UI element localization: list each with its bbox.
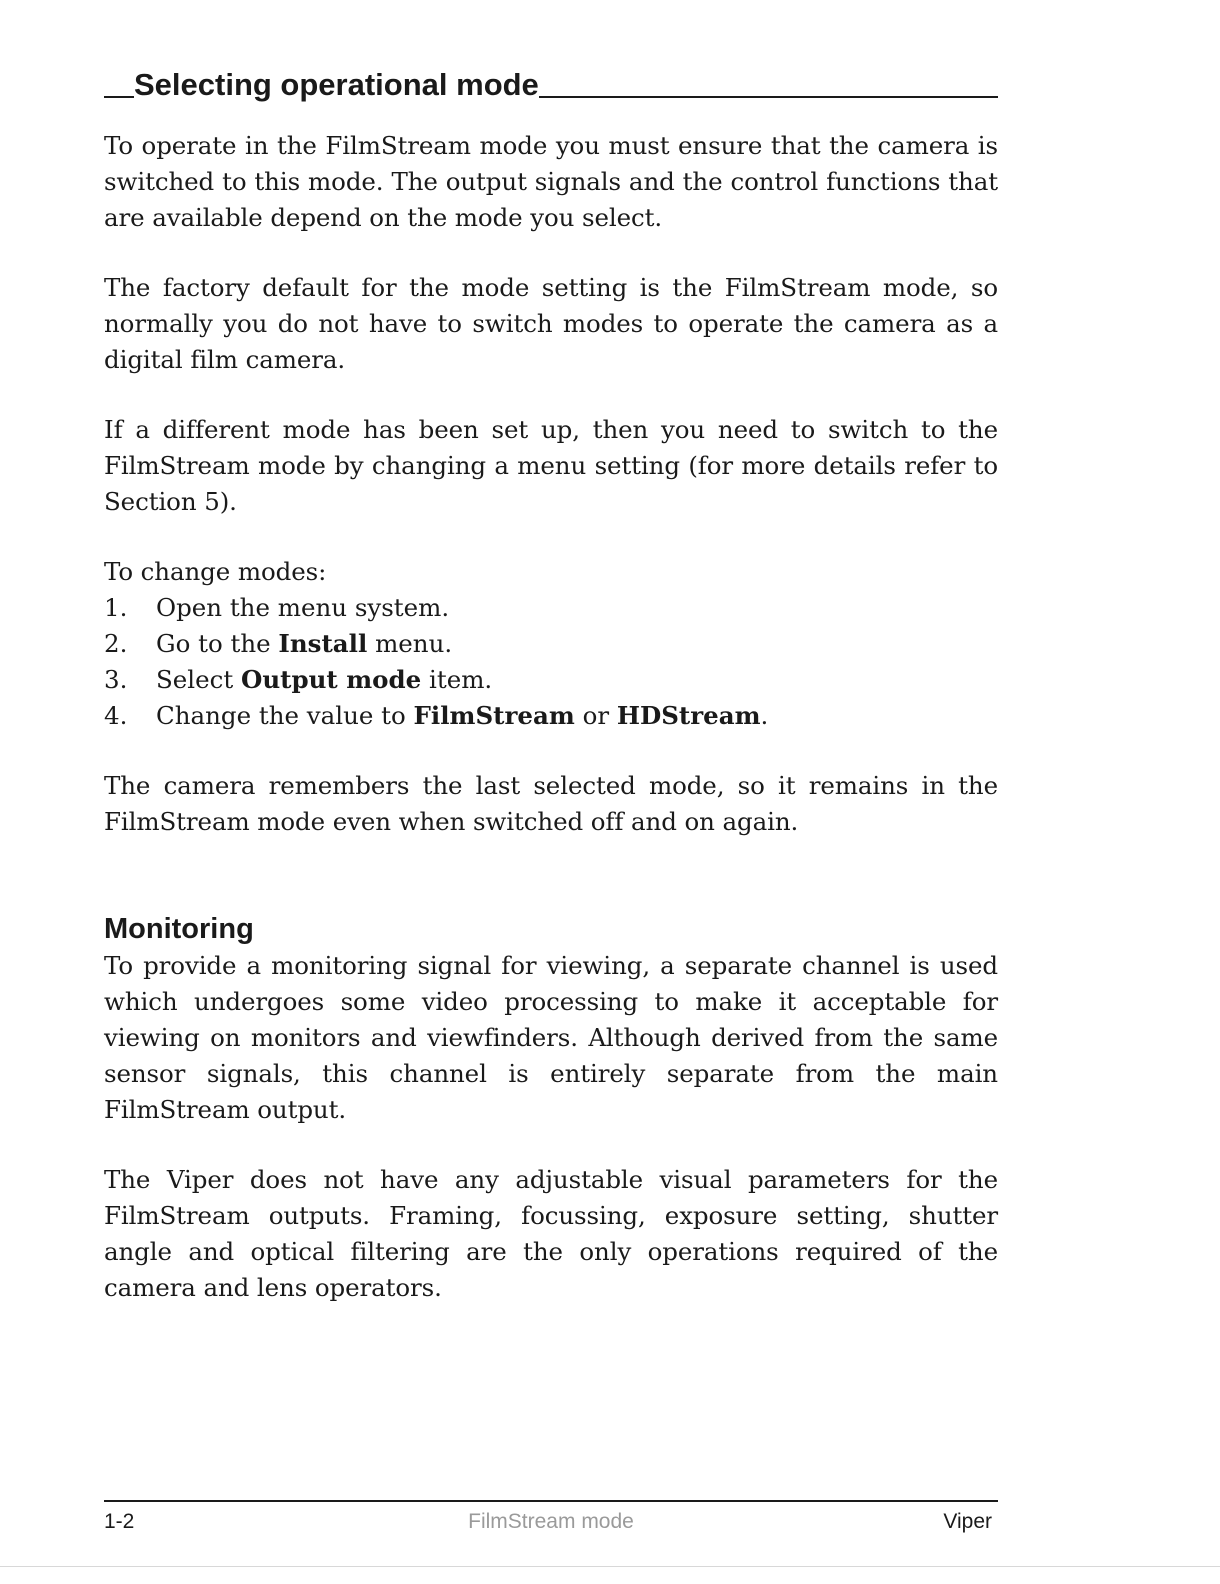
paragraph-remembers-mode: The camera remembers the last selected mode, so it remains in the FilmStream mode even when switched off and on again. <box>104 771 998 836</box>
paragraph-intro: To operate in the FilmStream mode you must ensure that the camera is switched to this mode. The output signals and the control functions that are available depend on the mode you select. <box>104 131 998 232</box>
step-text: menu. <box>367 629 453 658</box>
section-heading <box>104 58 998 100</box>
step-text: Select <box>156 665 241 694</box>
page-bottom-edge <box>0 1566 1220 1584</box>
value-filmstream: FilmStream <box>413 701 575 730</box>
menu-name-install: Install <box>278 629 368 658</box>
menu-item-output-mode: Output mode <box>240 665 422 694</box>
paragraph-viper-parameters: The Viper does not have any adjustable visual parameters for the FilmStream outputs. Framing, focussing, exposure setting, shutter angle and optical filtering are the only operations required of the camera and lens operators. <box>104 1165 998 1302</box>
step-item <box>104 698 998 734</box>
step-item <box>104 626 998 662</box>
footer-chapter: FilmStream mode <box>468 1510 634 1533</box>
step-item <box>104 590 998 626</box>
step-number: 1. <box>104 593 128 622</box>
footer-page-number: 1-2 <box>104 1510 135 1533</box>
page-content <box>104 58 998 1306</box>
heading-rule-lead <box>104 96 134 98</box>
heading-rule-tail <box>539 96 998 98</box>
paragraph-factory-default: The factory default for the mode setting is the FilmStream mode, so normally you do not have to switch modes to operate the camera as a digital film camera. <box>104 273 998 374</box>
steps-list <box>104 590 998 734</box>
step-text: item. <box>421 665 493 694</box>
step-text: Open the menu system. <box>156 593 450 622</box>
step-text: Go to the <box>156 629 279 658</box>
step-text: . <box>760 701 769 730</box>
step-number: 3. <box>104 665 128 694</box>
section-title: Selecting operational mode <box>134 67 539 102</box>
value-hdstream: HDStream <box>616 701 761 730</box>
footer-product: Viper <box>943 1510 992 1533</box>
page-footer <box>104 1500 998 1542</box>
step-text: Change the value to <box>156 701 414 730</box>
paragraph-monitoring: To provide a monitoring signal for viewing, a separate channel is used which undergoes some video processing to make it acceptable for viewing on monitors and viewfinders. Although derived from the same sensor signals, this channel is entirely separate from the main FilmStream output. <box>104 951 998 1124</box>
paragraph-switch-mode: If a different mode has been set up, then you need to switch to the FilmStream mode by changing a menu setting (for more details refer to Section 5). <box>104 415 998 516</box>
monitoring-heading: Monitoring <box>104 913 254 945</box>
step-item <box>104 662 998 698</box>
step-number: 2. <box>104 629 128 658</box>
step-number: 4. <box>104 701 128 730</box>
steps-intro: To change modes: <box>104 557 327 586</box>
step-text: or <box>574 701 617 730</box>
